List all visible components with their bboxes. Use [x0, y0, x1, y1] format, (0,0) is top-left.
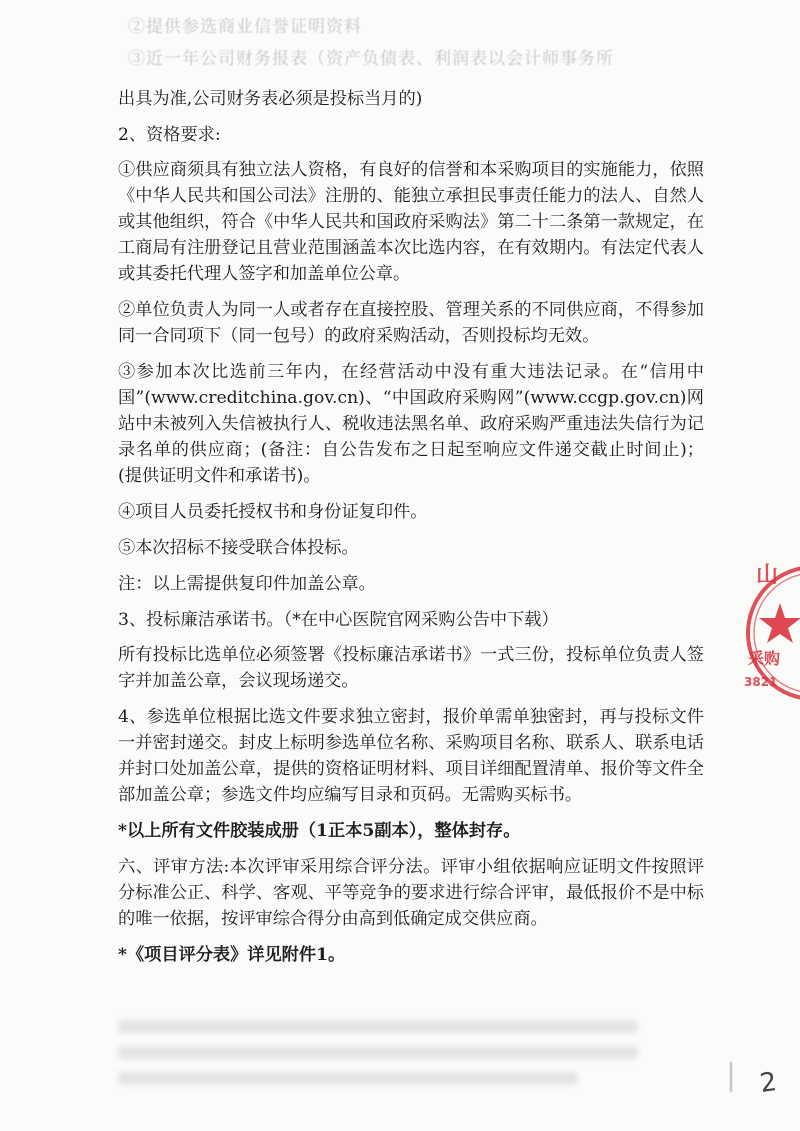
seal-text: 采购 [748, 649, 781, 668]
paragraph-qualification-2: ②单位负责人为同一人或者存在直接控股、管理关系的不同供应商，不得参加同一合同项下（同一包号）的政府采购活动，否则投标均无效。 [118, 300, 704, 346]
paragraph-scoring-table-note: *《项目评分表》详见附件1。 [118, 945, 346, 965]
paragraph-integrity-pledge: 所有投标比选单位必须签署《投标廉洁承诺书》一式三份，投标单位负责人签字并加盖公章，会议现场递交。 [118, 645, 704, 691]
paragraph-sealing: 4、参选单位根据比选文件要求独立密封，报价单需单独密封，再与投标文件一并密封递交。封皮上标明参选单位名称、采购项目名称、联系人、联系电话并封口处加盖公章，提供的资格证明材料、项目详细配置清单、报价等文件全部加盖公章；参选文件均应编写目录和页码。无需购买标书。 [118, 707, 704, 805]
paragraph-financial-note: 出具为准,公司财务表必须是投标当月的) [118, 89, 423, 109]
paragraph-note: 注：以上需提供复印件加盖公章。 [118, 574, 376, 594]
red-seal-stamp [742, 548, 800, 718]
paragraph-qualification-1: ①供应商须具有独立法人资格，有良好的信誉和本采购项目的实施能力，依照《中华人民共和国公司法》注册的、能独立承担民事责任能力的法人、自然人或其他组织，符合《中华人民共和国政府采购法》第二十二条第一款规定，在工商局有注册登记且营业范围涵盖本次比选内容，在有效期内。有法定代表人或其委托代理人签字和加盖单位公章。 [118, 160, 704, 284]
faint-bleedthrough-line-2: ③近一年公司财务报表（资产负债表、利润表以会计师事务所 [128, 49, 614, 69]
svg-text:山: 山 [756, 563, 779, 588]
heading-qualification: 2、资格要求: [118, 125, 221, 145]
paragraph-binding-note: *以上所有文件胶装成册（1正本5副本），整体封存。 [118, 821, 521, 841]
paragraph-qualification-5: ⑤本次招标不接受联合体投标。 [118, 538, 359, 558]
seal-number: 3821 [744, 675, 778, 689]
faint-bleedthrough-line-1: ②提供参选商业信誉证明资料 [128, 17, 362, 37]
scan-edge-mark [730, 1062, 758, 1092]
heading-integrity-pledge: 3、投标廉洁承诺书。（*在中心医院官网采购公告中下载） [118, 610, 559, 630]
paragraph-qualification-3: ③参加本次比选前三年内，在经营活动中没有重大违法记录。在“信用中国”(www.creditchina.gov.cn)、“中国政府采购网”(www.ccgp.gov.cn)网站中未被列入失信被执行人、税收违法黑名单、政府采购严重违法失信行为记录名单的供应商；(备注：自公告发布之日起至响应文件递交截止时间止)；(提供证明文件和承诺书)。 [118, 362, 704, 486]
paragraph-evaluation-method: 六、评审方法:本次评审采用综合评分法。评审小组依据响应证明文件按照评分标准公正、科学、客观、平等竞争的要求进行综合评审，最低报价不是中标的唯一依据，按评审综合得分由高到低确定成交供应商。 [118, 857, 704, 929]
faint-bleedthrough-bottom-3 [118, 1072, 578, 1085]
faint-bleedthrough-bottom-1 [118, 1020, 638, 1033]
document-body [118, 86, 704, 978]
paragraph-qualification-4: ④项目人员委托授权书和身份证复印件。 [118, 502, 428, 522]
faint-bleedthrough-bottom-2 [118, 1046, 638, 1059]
page-number: 2 [757, 1066, 779, 1100]
